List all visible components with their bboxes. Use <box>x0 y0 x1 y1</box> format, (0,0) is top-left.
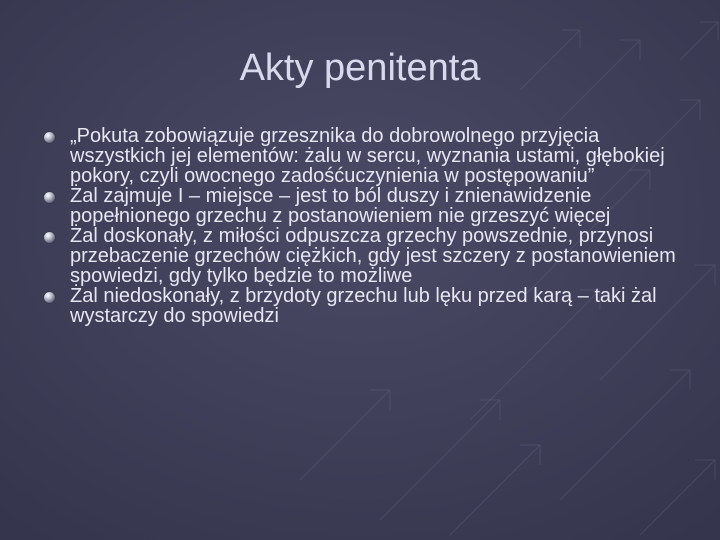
sphere-bullet-icon <box>44 132 55 143</box>
bullet-text: Żal doskonały, z miłości odpuszcza grzechy powszednie, przynosi przebaczenie grzechów ciężkich, gdy jest szczery z postanowieniem spowiedzi, gdy tylko będzie to możliwe <box>70 225 676 287</box>
sphere-bullet-icon <box>44 192 55 203</box>
bullet-item <box>44 186 694 226</box>
bullet-list <box>44 126 694 326</box>
bullet-item <box>44 126 694 186</box>
bullet-text: Żal niedoskonały, z brzydoty grzechu lub lęku przed karą – taki żal wystarczy do spowiedzi <box>70 285 657 327</box>
bullet-item <box>44 226 694 286</box>
bullet-text: „Pokuta zobowiązuje grzesznika do dobrowolnego przyjęcia wszystkich jej elementów: żalu w sercu, wyznania ustami, głębokiej pokory, czyli owocnego zadośćuczynienia w postępowaniu” <box>70 125 665 187</box>
sphere-bullet-icon <box>44 292 55 303</box>
sphere-bullet-icon <box>44 232 55 243</box>
bullet-text: Żal zajmuje I – miejsce – jest to ból duszy i znienawidzenie popełnionego grzechu z postanowieniem nie grzeszyć więcej <box>70 185 611 227</box>
slide-title: Akty penitenta <box>239 47 481 89</box>
bullet-item <box>44 286 694 326</box>
